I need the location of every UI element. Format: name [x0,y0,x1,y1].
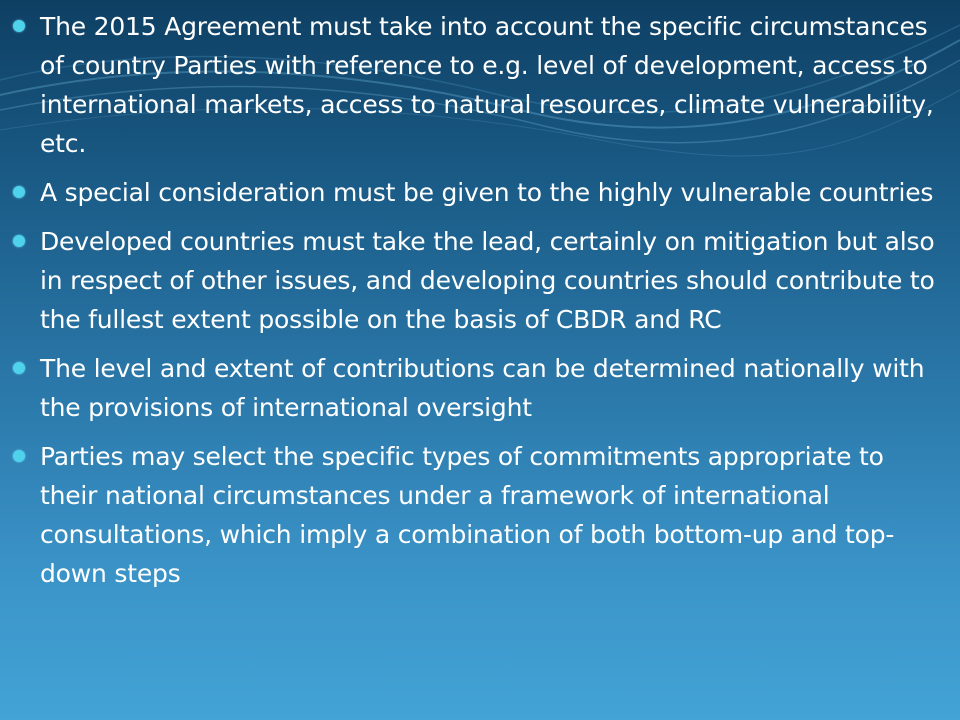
bullet-item [0,7,960,163]
bullet-dot-icon [13,450,25,462]
bullet-item [0,173,960,212]
bullet-item [0,349,960,427]
bullet-list [0,7,960,603]
bullet-text: The level and extent of contributions can be determined nationally with the provisions of international oversight [40,354,925,422]
bullet-dot-icon [13,186,25,198]
bullet-text: The 2015 Agreement must take into account the specific circumstances of country Parties with reference to e.g. level of development, access to international markets, access to natural resources, climate vulnerability, etc. [40,12,934,158]
bullet-dot-icon [13,20,25,32]
bullet-text: Developed countries must take the lead, certainly on mitigation but also in respect of other issues, and developing countries should contribute to the fullest extent possible on the basis of CBDR and RC [40,227,935,334]
bullet-dot-icon [13,362,25,374]
bullet-item [0,222,960,339]
bullet-text: A special consideration must be given to the highly vulnerable countries [40,178,934,207]
bullet-item [0,437,960,593]
bullet-text: Parties may select the specific types of commitments appropriate to their national circumstances under a framework of international consultations, which imply a combination of both bottom-up and top-down steps [40,442,895,588]
bullet-dot-icon [13,235,25,247]
